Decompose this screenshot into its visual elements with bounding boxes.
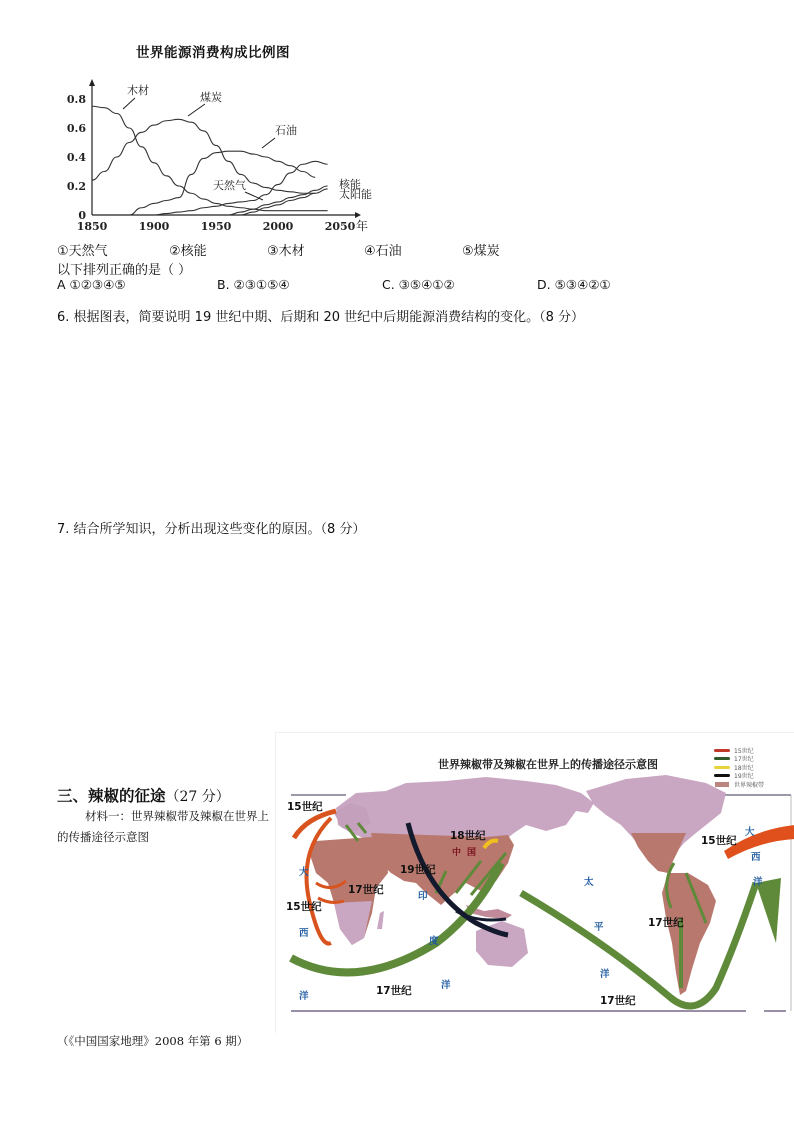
- section-title-text: 三、辣椒的征途: [57, 786, 166, 805]
- ocean-label: 度: [429, 936, 439, 947]
- ocean-label: 洋: [441, 980, 451, 991]
- svg-text:天然气: 天然气: [213, 179, 246, 192]
- label-15c-europe: 15世纪: [287, 801, 323, 813]
- option-item: ①天然气: [57, 244, 108, 259]
- ocean-label: 洋: [753, 877, 763, 888]
- ocean-label: 太: [584, 877, 594, 888]
- ocean-label: 印: [418, 891, 428, 902]
- svg-text:0.2: 0.2: [66, 180, 86, 193]
- legend-route-icon: [714, 749, 730, 752]
- label-19c-india: 19世纪: [400, 864, 436, 876]
- svg-text:1950: 1950: [200, 220, 232, 233]
- energy-consumption-chart: [55, 76, 415, 236]
- legend-item-pepper-belt: 世界辣椒带: [714, 780, 764, 789]
- answer-choice-c[interactable]: C. ③⑤④①②: [382, 277, 455, 292]
- svg-text:核能: 核能: [339, 178, 361, 191]
- section-title: [57, 784, 230, 806]
- answer-choice-b[interactable]: B. ②③①⑤④: [217, 277, 290, 292]
- label-15c-america: 15世纪: [701, 835, 737, 847]
- option-item: ②核能: [169, 244, 207, 259]
- answer-choice-d[interactable]: D. ⑤③④②①: [537, 277, 611, 292]
- question-6: 6. 根据图表，简要说明 19 世纪中期、后期和 20 世纪中后期能源消费结构的变化。（8 分）: [57, 310, 585, 325]
- svg-text:1900: 1900: [138, 220, 170, 233]
- svg-text:0: 0: [78, 209, 86, 222]
- legend-route-icon: [714, 757, 730, 760]
- option-item: ⑤煤炭: [462, 244, 500, 259]
- option-list: [57, 240, 657, 260]
- question-7: 7. 结合所学知识，分析出现这些变化的原因。（8 分）: [57, 522, 366, 537]
- svg-text:0.6: 0.6: [66, 122, 86, 135]
- chart-title: 世界能源消费构成比例图: [136, 45, 290, 61]
- ocean-label: 大: [745, 827, 755, 838]
- svg-text:1850: 1850: [76, 220, 108, 233]
- label-17c-pacific: 17世纪: [600, 995, 636, 1007]
- legend-item-17c: 17世纪: [714, 755, 764, 764]
- answer-choices: [57, 277, 677, 295]
- ocean-label: 洋: [600, 969, 610, 980]
- ocean-label: 西: [751, 852, 761, 863]
- legend-item-19c: 19世纪: [714, 772, 764, 781]
- label-17c-south-america: 17世纪: [648, 917, 684, 929]
- question-prompt: 以下排列正确的是（ ）: [57, 263, 192, 278]
- section-points: （27 分）: [165, 789, 230, 805]
- svg-text:石油: 石油: [275, 124, 297, 137]
- svg-text:0.4: 0.4: [66, 151, 86, 164]
- svg-text:木材: 木材: [127, 84, 149, 97]
- label-17c-south-atlantic: 17世纪: [376, 985, 412, 997]
- legend-area-icon: [715, 782, 729, 787]
- svg-text:太阳能: 太阳能: [339, 188, 372, 201]
- legend-route-icon: [714, 774, 730, 777]
- label-18c-china: 18世纪: [450, 830, 486, 842]
- map-title: 世界辣椒带及辣椒在世界上的传播途径示意图: [438, 758, 658, 771]
- label-15c-africa: 15世纪: [286, 901, 322, 913]
- answer-choice-a[interactable]: A ①②③④⑤: [57, 277, 126, 292]
- ocean-label: 洋: [299, 991, 309, 1002]
- svg-text:0.8: 0.8: [66, 93, 86, 106]
- ocean-label: 平: [594, 922, 604, 933]
- svg-text:煤炭: 煤炭: [200, 91, 222, 104]
- label-17c-africa: 17世纪: [348, 884, 384, 896]
- svg-text:2000: 2000: [262, 220, 294, 233]
- option-item: ④石油: [364, 244, 402, 259]
- svg-text:2050: 2050: [324, 220, 356, 233]
- option-item: ③木材: [267, 244, 305, 259]
- legend-route-icon: [714, 766, 730, 769]
- svg-text:年: 年: [356, 219, 369, 233]
- label-china: 中国: [452, 848, 483, 858]
- legend-item-18c: 18世纪: [714, 763, 764, 772]
- legend-item-15c: 15世纪: [714, 746, 764, 755]
- ocean-label: 大: [299, 867, 309, 878]
- map-legend: [714, 746, 764, 789]
- source-citation: （《中国国家地理》2008 年第 6 期）: [57, 1034, 249, 1048]
- ocean-label: 西: [299, 928, 309, 939]
- material-caption: 材料一：世界辣椒带及辣椒在世界上的传播途径示意图: [57, 809, 269, 844]
